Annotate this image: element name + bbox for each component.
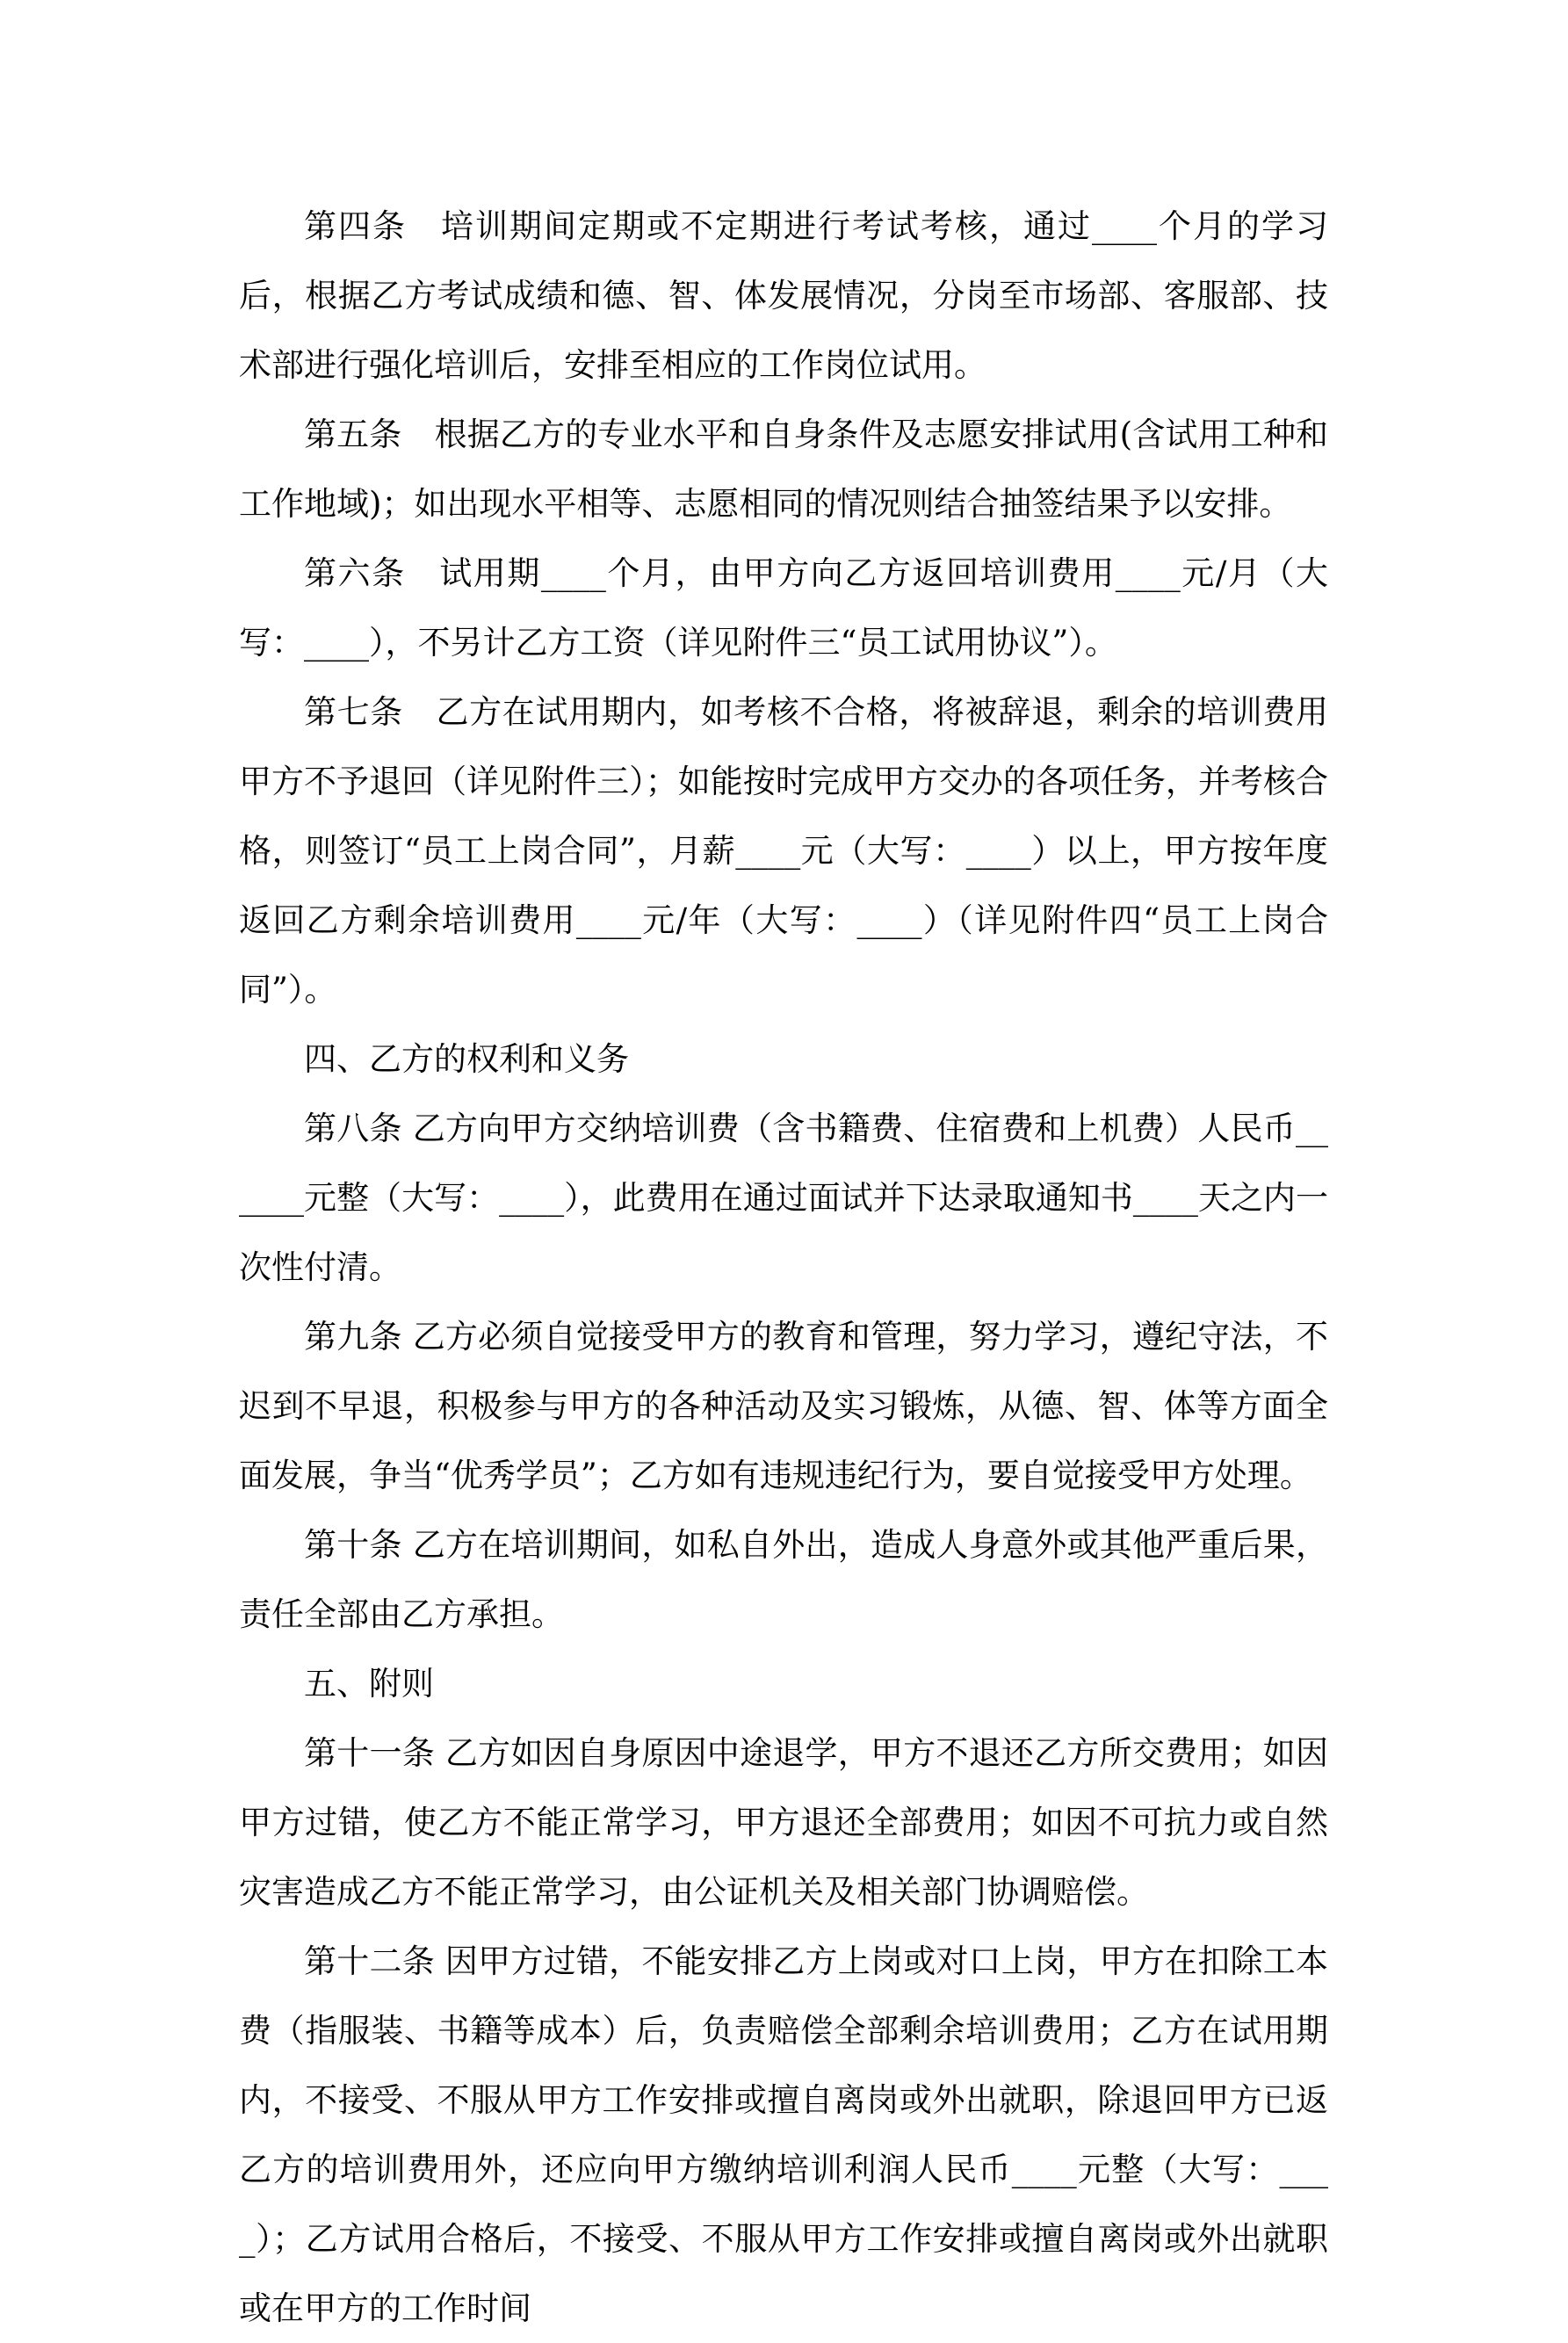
article-10-paragraph: 第十条 乙方在培训期间，如私自外出，造成人身意外或其他严重后果，责任全部由乙方承担。: [239, 1526, 1328, 1633]
article-7-paragraph: 第七条 乙方在试用期内，如考核不合格，将被辞退，剩余的培训费用甲方不予退回（详见附件三）；如能按时完成甲方交办的各项任务，并考核合格，则签订“员工上岗合同”，月薪____元（大写：____）以上，甲方按年度返回乙方剩余培训费用____元/年（大写：____）（详见附件四“员工上岗合同”）。: [239, 693, 1328, 1009]
article-12-paragraph: 第十二条 因甲方过错，不能安排乙方上岗或对口上岗，甲方在扣除工本费（指服装、书籍等成本）后，负责赔偿全部剩余培训费用；乙方在试用期内，不接受、不服从甲方工作安排或擅自离岗或外出就职，除退回甲方已返乙方的培训费用外，还应向甲方缴纳培训利润人民币____元整（大写：____）；乙方试用合格后，不接受、不服从甲方工作安排或擅自离岗或外出就职或在甲方的工作时间: [239, 1942, 1328, 2327]
section-4-heading: 四、乙方的权利和义务: [304, 1040, 629, 1078]
article-9-paragraph: 第九条 乙方必须自觉接受甲方的教育和管理，努力学习，遵纪守法，不迟到不早退，积极参与甲方的各种活动及实习锻炼，从德、智、体等方面全面发展，争当“优秀学员”；乙方如有违规违纪行为，要自觉接受甲方处理。: [239, 1318, 1328, 1494]
article-11-paragraph: 第十一条 乙方如因自身原因中途退学，甲方不退还乙方所交费用；如因甲方过错，使乙方不能正常学习，甲方退还全部费用；如因不可抗力或自然灾害造成乙方不能正常学习，由公证机关及相关部门协调赔偿。: [239, 1734, 1328, 1911]
section-5-heading: 五、附则: [304, 1665, 434, 1703]
document-page: [239, 192, 1328, 2343]
article-4-paragraph: 第四条 培训期间定期或不定期进行考试考核，通过____个月的学习后，根据乙方考试成绩和德、智、体发展情况，分岗至市场部、客服部、技术部进行强化培训后，安排至相应的工作岗位试用。: [239, 207, 1328, 384]
article-5-paragraph: 第五条 根据乙方的专业水平和自身条件及志愿安排试用(含试用工种和工作地域)；如出现水平相等、志愿相同的情况则结合抽签结果予以安排。: [239, 416, 1328, 523]
article-6-paragraph: 第六条 试用期____个月，由甲方向乙方返回培训费用____元/月（大写：____），不另计乙方工资（详见附件三“员工试用协议”）。: [239, 554, 1328, 662]
article-8-paragraph: 第八条 乙方向甲方交纳培训费（含书籍费、住宿费和上机费）人民币______元整（大写：____），此费用在通过面试并下达录取通知书____天之内一次性付清。: [239, 1110, 1328, 1286]
